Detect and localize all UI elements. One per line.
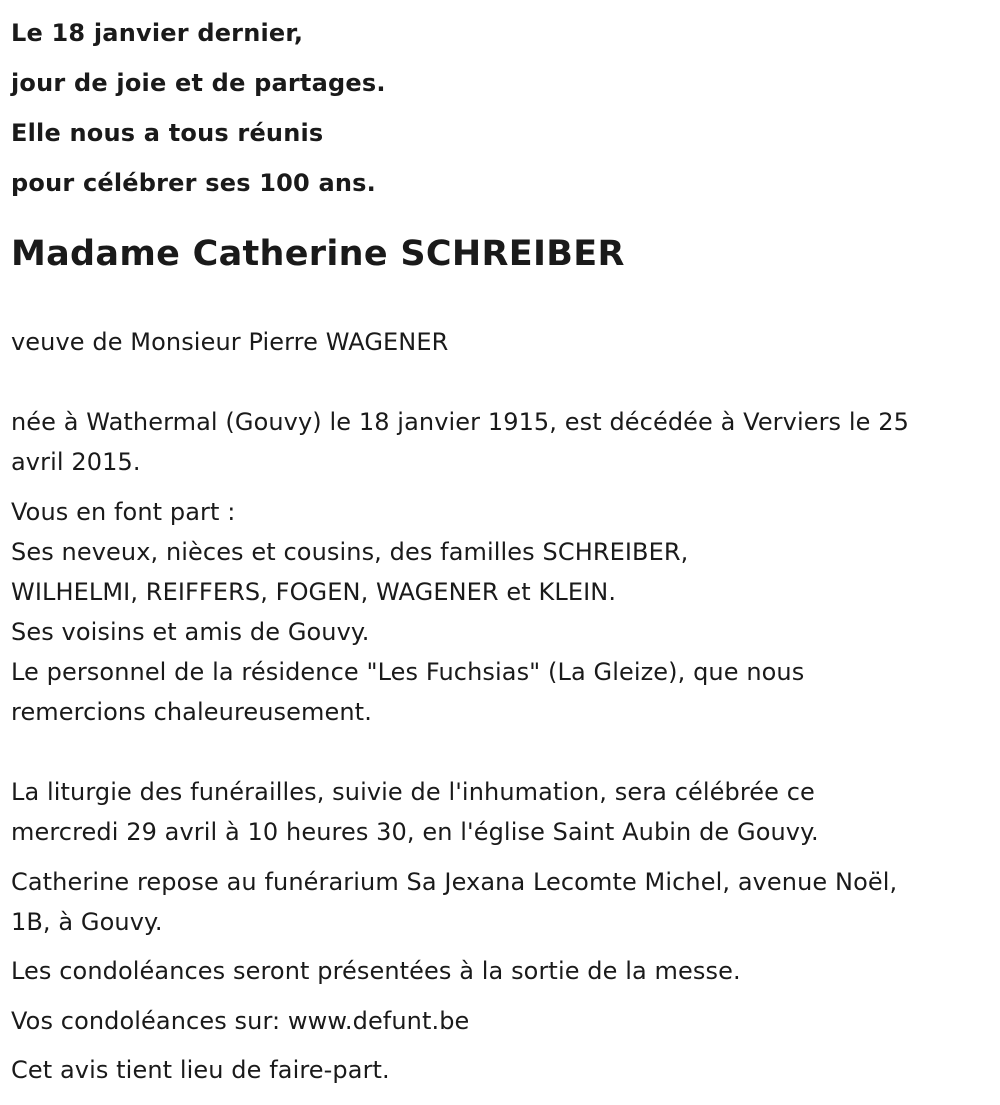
intro-line: Le 18 janvier dernier, bbox=[11, 19, 304, 47]
funeral-home-line: 1B, à Gouvy. bbox=[11, 908, 163, 936]
funeral-home-line: Catherine repose au funérarium Sa Jexana Lecomte Michel, avenue Noël, bbox=[11, 868, 898, 896]
liturgy-line: La liturgie des funérailles, suivie de l'inhumation, sera célébrée ce bbox=[11, 778, 815, 806]
announcers-line: Le personnel de la résidence "Les Fuchsias" (La Gleize), que nous bbox=[11, 658, 805, 686]
liturgy-line: mercredi 29 avril à 10 heures 30, en l'église Saint Aubin de Gouvy. bbox=[11, 818, 819, 846]
intro-line: pour célébrer ses 100 ans. bbox=[11, 169, 376, 197]
announcers-line: Ses neveux, nièces et cousins, des familles SCHREIBER, bbox=[11, 538, 689, 566]
intro-line: jour de joie et de partages. bbox=[11, 69, 386, 97]
spouse-text: veuve de Monsieur Pierre WAGENER bbox=[11, 328, 449, 356]
condolences-text: Les condoléances seront présentées à la sortie de la messe. bbox=[11, 957, 741, 985]
spouse-line bbox=[11, 322, 986, 362]
condolences-paragraph bbox=[11, 951, 986, 991]
notice-text: Cet avis tient lieu de faire-part. bbox=[11, 1056, 390, 1084]
announcers-line: remercions chaleureusement. bbox=[11, 698, 372, 726]
online-condolences-paragraph bbox=[11, 1001, 986, 1041]
intro-verse bbox=[11, 8, 386, 208]
announcers-line: Ses voisins et amis de Gouvy. bbox=[11, 618, 370, 646]
funeral-home-paragraph bbox=[11, 862, 986, 942]
announcers-line: WILHELMI, REIFFERS, FOGEN, WAGENER et KLEIN. bbox=[11, 578, 617, 606]
deceased-name: Madame Catherine SCHREIBER bbox=[11, 234, 625, 274]
announcers-line: Vous en font part : bbox=[11, 498, 236, 526]
birth-death-paragraph bbox=[11, 402, 986, 482]
liturgy-paragraph bbox=[11, 772, 986, 852]
online-condolences-text: Vos condoléances sur: www.defunt.be bbox=[11, 1007, 470, 1035]
announcers-paragraph bbox=[11, 492, 986, 732]
birth-death-line: avril 2015. bbox=[11, 448, 141, 476]
birth-death-line: née à Wathermal (Gouvy) le 18 janvier 1915, est décédée à Verviers le 25 bbox=[11, 408, 909, 436]
intro-line: Elle nous a tous réunis bbox=[11, 119, 324, 147]
notice-paragraph bbox=[11, 1050, 986, 1090]
